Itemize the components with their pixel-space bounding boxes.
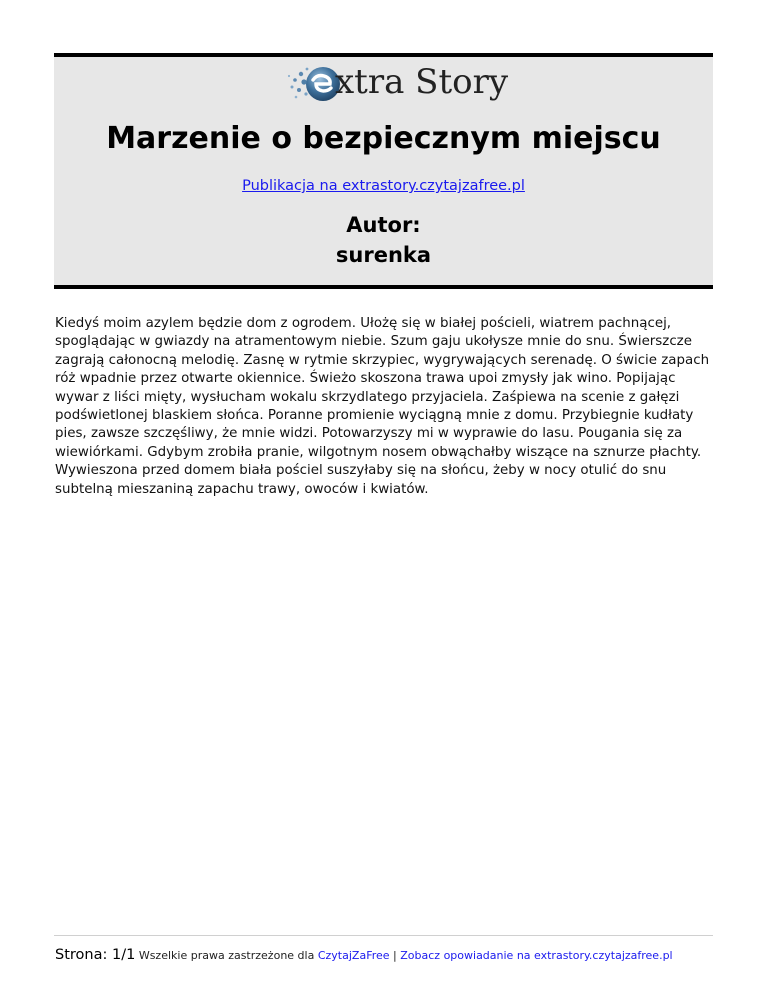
logo-text: xtra Story — [335, 62, 509, 102]
footer-divider — [54, 935, 713, 936]
publication-line — [54, 177, 713, 195]
rights-text: Wszelkie prawa zastrzeżone dla — [138, 949, 315, 962]
site-logo[interactable] — [287, 60, 509, 106]
author-label: Autor: — [346, 213, 421, 237]
page-counter: Strona: 1/1 — [55, 947, 136, 963]
story-text: Kiedyś moim azylem będzie dom z ogrodem. Ułożę się w białej pościeli, wiatrem pachnącej, spoglądając w gwiazdy na atramentowym niebie. Szum gaju ukołysze mnie do snu. Świerszcze zagrają całonocną melodię. Zasnę w rytmie skrzypiec, wygrywających serenadę. O świcie zapach róż wpadnie przez otwarte okiennice. Świeżo skoszona trawa upoi zmysły jak wino. Popijając wywar z liści mięty, wysłucham wokalu skrzydlatego przyjaciela. Zaśpiewa na scenie z gałęzi podświetlonej blaskiem słońca. Poranne promienie wyciągną mnie z domu. Przybiegnie kudłaty pies, zawsze szczęśliwy, że mnie widzi. Potowarzyszy mi w wyprawie do lasu. Pougania się za wiewiórkami. Gdybym zrobiła pranie, wilgotnym nosem obwąchałby wiszące na sznurze płachty. Wywieszona przed domem biała pościel suszyłaby się na słońcu, żeby w nocy otulić do snu subtelną mieszaniną zapachu trawy, owoców i kwiatów. — [55, 316, 710, 497]
footer-separator: | — [393, 949, 397, 962]
view-story-link[interactable]: Zobacz opowiadanie na extrastory.czytajzafree.pl — [400, 949, 673, 962]
footer — [55, 946, 673, 965]
author-name: surenka — [335, 243, 432, 267]
czytajzafree-link[interactable]: CzytajZaFree — [317, 949, 390, 962]
publication-link[interactable]: Publikacja na extrastory.czytajzafree.pl — [242, 178, 525, 194]
story-title: Marzenie o bezpiecznym miejscu — [106, 121, 661, 156]
